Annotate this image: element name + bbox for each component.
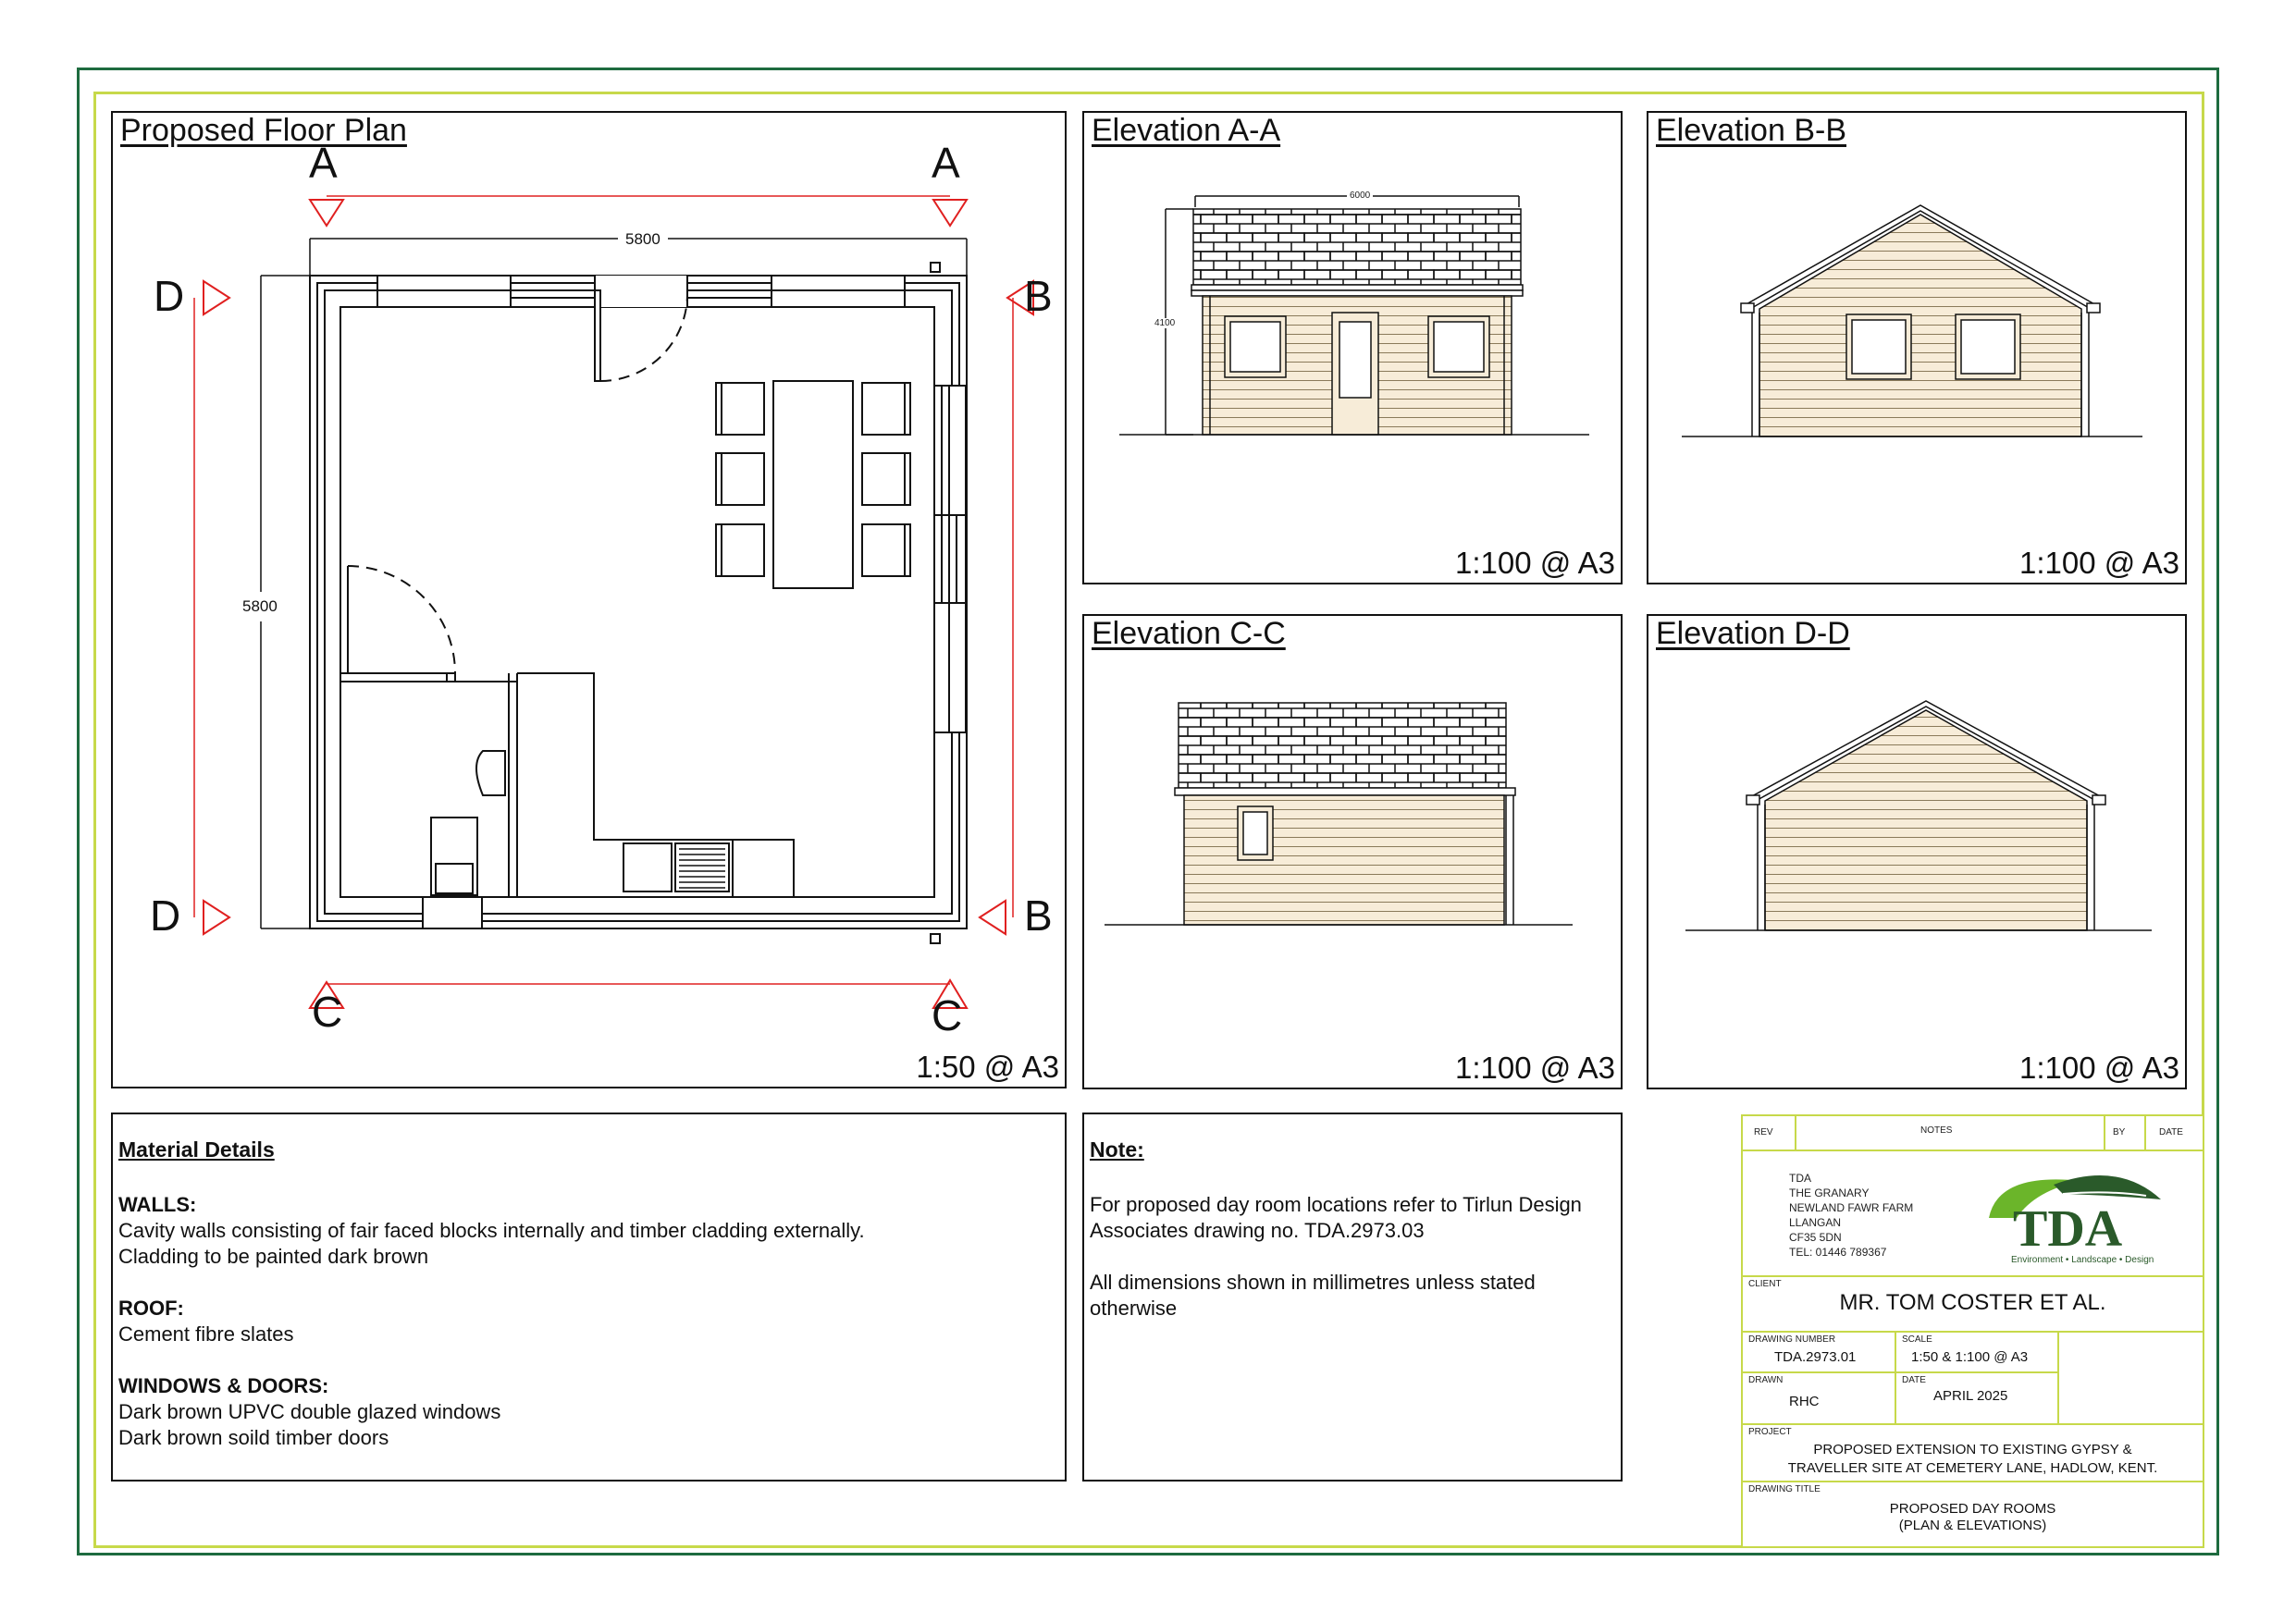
elevation-d-title: Elevation D-D <box>1656 616 1850 651</box>
elevation-d-drawing <box>1648 616 2189 1091</box>
windows-line-2: Dark brown soild timber doors <box>118 1426 389 1449</box>
client-name: MR. TOM COSTER ET AL. <box>1839 1290 2106 1315</box>
drawing-number-label: DRAWING NUMBER <box>1748 1334 1836 1345</box>
section-marker-d-top: D <box>154 272 185 320</box>
elevation-c-scale: 1:100 @ A3 <box>1455 1051 1615 1085</box>
address-line-6: TEL: 01446 789367 <box>1789 1246 1887 1259</box>
roof-label: ROOF: <box>118 1297 184 1320</box>
elevation-a-height-dim: 4100 <box>1154 318 1176 328</box>
windows-line-1: Dark brown UPVC double glazed windows <box>118 1400 501 1423</box>
note-line-3: All dimensions shown in millimetres unless stated <box>1090 1271 1536 1294</box>
project-line-1: PROPOSED EXTENSION TO EXISTING GYPSY & <box>1813 1442 2132 1457</box>
section-marker-c-left: C <box>312 988 343 1036</box>
drawn-value: RHC <box>1789 1394 1820 1409</box>
floor-plan-title: Proposed Floor Plan <box>120 113 407 148</box>
date-field-label: DATE <box>1902 1375 1926 1385</box>
elevation-a-width-dim: 6000 <box>1347 191 1373 201</box>
notes-label: NOTES <box>1920 1125 1953 1136</box>
floor-plan-width-dim: 5800 <box>618 227 668 252</box>
rev-label: REV <box>1754 1127 1773 1137</box>
note-line-2: Associates drawing no. TDA.2973.03 <box>1090 1219 1425 1242</box>
material-details-panel <box>111 1113 1067 1482</box>
elevation-b-title: Elevation B-B <box>1656 113 1846 148</box>
address-line-1: TDA <box>1789 1172 1811 1185</box>
elevation-b-panel <box>1647 111 2187 584</box>
elevation-a-drawing <box>1084 113 1624 586</box>
address-line-5: CF35 5DN <box>1789 1231 1842 1244</box>
walls-label: WALLS: <box>118 1193 197 1216</box>
note-heading: Note: <box>1090 1137 1144 1162</box>
elevation-c-drawing <box>1084 616 1624 1091</box>
by-label: BY <box>2113 1127 2126 1137</box>
client-label: CLIENT <box>1748 1279 1782 1289</box>
elevation-a-panel <box>1082 111 1623 584</box>
walls-line-2: Cladding to be painted dark brown <box>118 1245 429 1268</box>
scale-value: 1:50 & 1:100 @ A3 <box>1911 1349 2029 1365</box>
section-marker-c-right: C <box>932 991 963 1039</box>
floor-plan-panel <box>111 111 1067 1088</box>
elevation-c-panel <box>1082 614 1623 1089</box>
project-line-2: TRAVELLER SITE AT CEMETERY LANE, HADLOW, KENT. <box>1787 1460 2158 1476</box>
elevation-c-title: Elevation C-C <box>1092 616 1286 651</box>
elevation-d-panel <box>1647 614 2187 1089</box>
project-label: PROJECT <box>1748 1427 1792 1437</box>
floor-plan-scale: 1:50 @ A3 <box>916 1050 1059 1084</box>
note-panel <box>1082 1113 1623 1482</box>
section-marker-b-bottom: B <box>1024 891 1053 940</box>
walls-line-1: Cavity walls consisting of fair faced blocks internally and timber cladding externally. <box>118 1219 865 1242</box>
address-line-2: THE GRANARY <box>1789 1187 1870 1199</box>
section-marker-a-left: A <box>309 139 338 187</box>
address-line-4: LLANGAN <box>1789 1216 1842 1229</box>
elevation-d-scale: 1:100 @ A3 <box>2019 1051 2179 1085</box>
elevation-b-scale: 1:100 @ A3 <box>2019 546 2179 580</box>
date-value: APRIL 2025 <box>1933 1388 2008 1404</box>
material-details-heading: Material Details <box>118 1137 275 1162</box>
roof-line-1: Cement fibre slates <box>118 1322 294 1346</box>
elevation-b-drawing <box>1648 113 2189 586</box>
elevation-a-title: Elevation A-A <box>1092 113 1281 148</box>
drawn-label: DRAWN <box>1748 1375 1784 1385</box>
elevation-a-scale: 1:100 @ A3 <box>1455 546 1615 580</box>
drawing-number: TDA.2973.01 <box>1774 1349 1857 1365</box>
drawing-title-line-1: PROPOSED DAY ROOMS <box>1889 1501 2056 1517</box>
note-line-1: For proposed day room locations refer to Tirlun Design <box>1090 1193 1582 1216</box>
drawing-title-label: DRAWING TITLE <box>1748 1484 1821 1494</box>
scale-label: SCALE <box>1902 1334 1932 1345</box>
title-block <box>1741 1114 2204 1548</box>
section-marker-b-top: B <box>1024 272 1053 320</box>
date-label: DATE <box>2159 1127 2183 1137</box>
section-marker-a-right: A <box>932 139 960 187</box>
logo-text: TDA <box>2013 1200 2123 1258</box>
address-line-3: NEWLAND FAWR FARM <box>1789 1201 1914 1214</box>
note-line-4: otherwise <box>1090 1297 1178 1320</box>
floor-plan-height-dim: 5800 <box>242 592 278 621</box>
section-marker-d-bottom: D <box>150 891 181 940</box>
windows-doors-label: WINDOWS & DOORS: <box>118 1374 329 1397</box>
logo-tagline: Environment • Landscape • Design <box>2011 1255 2154 1265</box>
drawing-title-line-2: (PLAN & ELEVATIONS) <box>1898 1518 2047 1533</box>
